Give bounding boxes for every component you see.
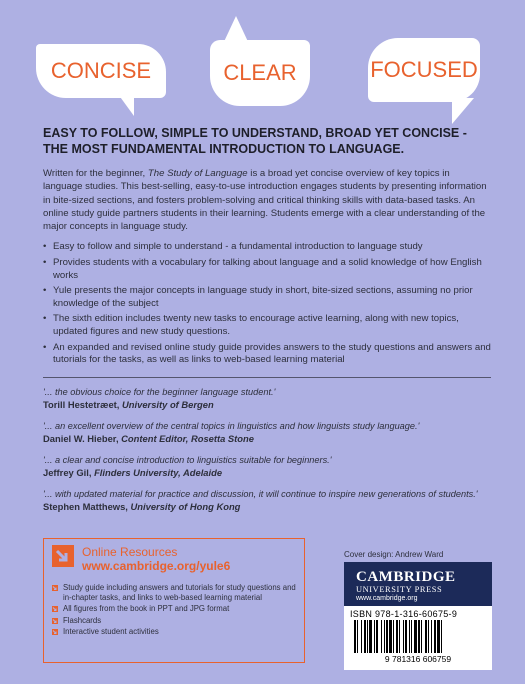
publisher-website: www.cambridge.org bbox=[356, 595, 418, 602]
online-resources-list bbox=[52, 583, 300, 638]
online-resources-title: Online Resources bbox=[82, 545, 178, 559]
reviewer-affiliation: Flinders University, Adelaide bbox=[94, 466, 223, 478]
heading-line-2: THE MOST FUNDAMENTAL INTRODUCTION TO LANGUAGE. bbox=[43, 142, 405, 156]
online-resource-item bbox=[52, 627, 300, 637]
arrow-icon bbox=[52, 545, 74, 567]
barcode-bar bbox=[437, 620, 440, 653]
arrow-icon bbox=[52, 629, 58, 635]
arrow-icon bbox=[52, 618, 58, 624]
review-attribution bbox=[43, 466, 491, 479]
arrow-icon bbox=[52, 585, 58, 591]
barcode-bar bbox=[431, 620, 432, 653]
arrow-icon bbox=[52, 606, 58, 612]
feature-list bbox=[43, 241, 491, 366]
barcode-bar bbox=[428, 620, 429, 653]
review-attribution bbox=[43, 398, 491, 411]
bubble-concise-text: CONCISE bbox=[50, 58, 152, 83]
feature-item: • The sixth edition includes twenty new tasks to encourage active learning, along with new topics, updated figures and new study questions. bbox=[43, 313, 491, 338]
barcode-bar bbox=[441, 620, 442, 653]
reviewer-name: Torill Hestetræet, bbox=[43, 398, 123, 410]
bubble-clear bbox=[210, 40, 310, 106]
barcode-bar bbox=[418, 620, 420, 653]
reviewer-name: Jeffrey Gil, bbox=[43, 466, 95, 478]
online-resource-text: Flashcards bbox=[63, 615, 102, 625]
feature-item: • Provides students with a vocabulary for talking about language and a solid knowledge of how English works bbox=[43, 257, 491, 282]
book-title: The Study of Language bbox=[147, 168, 248, 179]
barcode-bar bbox=[361, 620, 362, 653]
barcode-bar bbox=[384, 620, 385, 653]
intro-after-title: is a broad yet concise overview of key topics in language studies. This best-selling, easy-to-use introduction engages students by presenting information in bite-sized sections, and fosters problem-solving and critical thinking skills with data-based tasks. An online study guide partners students in their learning. Students emerge with a clear understanding of the major concepts in language study. bbox=[43, 168, 487, 233]
barcode-bar bbox=[364, 620, 366, 653]
reviews bbox=[43, 386, 491, 513]
barcode-bar bbox=[409, 620, 410, 653]
online-resources-box bbox=[43, 538, 305, 663]
bubble-tail-focused bbox=[452, 98, 474, 124]
reviewer-affiliation: Content Editor, Rosetta Stone bbox=[121, 432, 254, 444]
intro-paragraph bbox=[43, 167, 491, 233]
barcode-bar bbox=[393, 620, 394, 653]
divider bbox=[43, 377, 491, 378]
review-quote: '... a clear and concise introduction to linguistics suitable for beginners.' bbox=[43, 454, 332, 465]
barcode-bar bbox=[354, 620, 356, 653]
review-quote: '... the obvious choice for the beginner language student.' bbox=[43, 386, 276, 397]
intro-before-title: Written for the beginner, bbox=[43, 168, 148, 179]
barcode-bar bbox=[369, 620, 372, 653]
bubble-clear-text: CLEAR bbox=[223, 60, 297, 85]
publisher-press: UNIVERSITY PRESS bbox=[356, 585, 443, 594]
barcode-bar bbox=[414, 620, 417, 653]
online-resources-header bbox=[44, 539, 304, 583]
feature-item: • Yule presents the major concepts in language study in short, bite-sized sections, assuming no prior knowledge of the subject bbox=[43, 285, 491, 310]
barcode-bar bbox=[396, 620, 398, 653]
barcode-bar bbox=[367, 620, 368, 653]
online-resource-item bbox=[52, 604, 300, 614]
barcode-bar bbox=[411, 620, 412, 653]
bubble-concise bbox=[36, 44, 166, 98]
online-resource-item bbox=[52, 583, 300, 603]
reviewer-affiliation: University of Bergen bbox=[122, 398, 214, 410]
bubble-focused-text: FOCUSED bbox=[370, 57, 478, 82]
barcode-bar bbox=[425, 620, 427, 653]
reviewer-name: Stephen Matthews, bbox=[43, 500, 131, 512]
publisher-name: CAMBRIDGE bbox=[356, 569, 456, 585]
cover-design-credit: Cover design: Andrew Ward bbox=[344, 550, 444, 559]
back-cover-copy bbox=[43, 125, 491, 522]
barcode-bar bbox=[434, 620, 436, 653]
review-attribution bbox=[43, 500, 491, 513]
review-attribution bbox=[43, 432, 491, 445]
publisher-block bbox=[344, 562, 492, 670]
barcode-bar bbox=[386, 620, 388, 653]
heading bbox=[43, 125, 491, 157]
online-resource-text: Study guide including answers and tutorials for study questions and in-chapter tasks, and links to web-based learning material bbox=[63, 583, 296, 603]
reviewer-name: Daniel W. Hieber, bbox=[43, 432, 122, 444]
online-resources-url[interactable]: www.cambridge.org/yule6 bbox=[82, 559, 231, 573]
barcode-bar bbox=[381, 620, 382, 653]
isbn-text: ISBN 978-1-316-60675-9 bbox=[350, 609, 458, 619]
barcode-bar bbox=[403, 620, 404, 653]
feature-item: • An expanded and revised online study guide provides answers to the study questions and answers and tutorials for the tasks, as well as links to web-based learning material bbox=[43, 342, 491, 367]
barcode-bar bbox=[405, 620, 407, 653]
barcode-digits: 9 781316 606759 bbox=[384, 654, 452, 664]
barcode-bar bbox=[421, 620, 422, 653]
online-resource-text: Interactive student activities bbox=[63, 626, 159, 636]
barcode-bar bbox=[389, 620, 392, 653]
heading-line-1: EASY TO FOLLOW, SIMPLE TO UNDERSTAND, BROAD YET CONCISE - bbox=[43, 126, 467, 140]
barcode-bar bbox=[357, 620, 358, 653]
review-quote: '... an excellent overview of the central topics in linguistics and how linguists study language.' bbox=[43, 420, 420, 431]
barcode-bar bbox=[374, 620, 375, 653]
bubble-focused bbox=[368, 38, 480, 102]
publisher-logo-band bbox=[344, 562, 492, 606]
barcode bbox=[350, 620, 486, 664]
feature-item: • Easy to follow and simple to understand - a fundamental introduction to language study bbox=[43, 241, 491, 254]
online-resource-item bbox=[52, 616, 300, 626]
review-quote: '... with updated material for practice and discussion, it will continue to inspire new generations of students.' bbox=[43, 488, 478, 499]
reviewer-affiliation: University of Hong Kong bbox=[130, 500, 241, 512]
barcode-bar bbox=[399, 620, 400, 653]
online-resource-text: All figures from the book in PPT and JPG format bbox=[63, 604, 230, 614]
barcode-bar bbox=[376, 620, 378, 653]
